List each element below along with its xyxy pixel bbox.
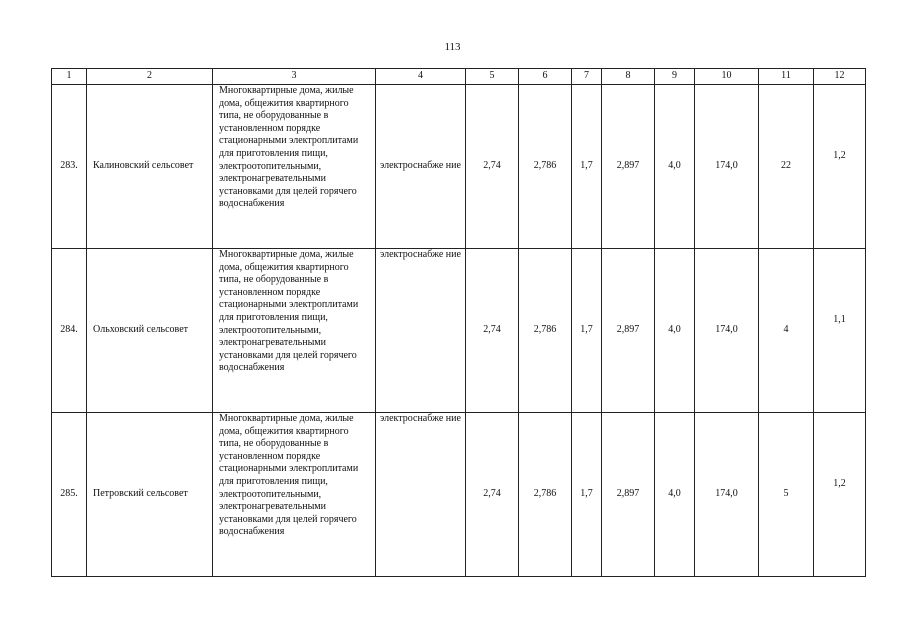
header-cell: 2 (87, 69, 213, 85)
header-cell: 8 (602, 69, 655, 85)
header-row (52, 69, 866, 85)
header-cell: 7 (572, 69, 602, 85)
data-table (51, 68, 866, 577)
value-col-6: 2,786 (519, 249, 572, 413)
value-col-7: 1,7 (572, 85, 602, 249)
value-col-8: 2,897 (602, 85, 655, 249)
value-col-12-text: 1,2 (833, 478, 846, 490)
service-type: электроснабже ние (376, 249, 466, 413)
row-number: 285. (52, 413, 87, 577)
housing-description: Многоквартирные дома, жилые дома, общежития квартирного типа, не оборудованные в установленном порядке стационарными электроплитами для приготовления пищи, электроотопительными, электронагревательными установками для целей горячего водоснабжения (213, 249, 376, 413)
value-col-6: 2,786 (519, 85, 572, 249)
housing-description: Многоквартирные дома, жилые дома, общежития квартирного типа, не оборудованные в установленном порядке стационарными электроплитами для приготовления пищи, электроотопительными, электронагревательными установками для целей горячего водоснабжения (213, 85, 376, 249)
value-col-10: 174,0 (695, 85, 759, 249)
value-col-7: 1,7 (572, 249, 602, 413)
value-col-12 (814, 85, 866, 249)
header-cell: 6 (519, 69, 572, 85)
value-col-9: 4,0 (655, 413, 695, 577)
service-type: электроснабже ние (376, 413, 466, 577)
value-col-12-text: 1,2 (833, 150, 846, 162)
row-number: 284. (52, 249, 87, 413)
table-row (52, 85, 866, 249)
value-col-11: 5 (759, 413, 814, 577)
value-col-8: 2,897 (602, 413, 655, 577)
value-col-12 (814, 249, 866, 413)
page-number: 113 (444, 41, 461, 53)
value-col-11: 4 (759, 249, 814, 413)
header-cell: 10 (695, 69, 759, 85)
value-col-10: 174,0 (695, 249, 759, 413)
value-col-9: 4,0 (655, 85, 695, 249)
header-cell: 3 (213, 69, 376, 85)
settlement-name: Ольховский сельсовет (87, 249, 213, 413)
table-row (52, 413, 866, 577)
header-cell: 5 (466, 69, 519, 85)
value-col-5: 2,74 (466, 249, 519, 413)
value-col-6: 2,786 (519, 413, 572, 577)
value-col-10: 174,0 (695, 413, 759, 577)
value-col-9: 4,0 (655, 249, 695, 413)
table-row (52, 249, 866, 413)
header-cell: 11 (759, 69, 814, 85)
row-number: 283. (52, 85, 87, 249)
header-cell: 9 (655, 69, 695, 85)
value-col-5: 2,74 (466, 85, 519, 249)
housing-description: Многоквартирные дома, жилые дома, общежития квартирного типа, не оборудованные в установленном порядке стационарными электроплитами для приготовления пищи, электроотопительными, электронагревательными установками для целей горячего водоснабжения (213, 413, 376, 577)
value-col-5: 2,74 (466, 413, 519, 577)
value-col-12-text: 1,1 (833, 314, 846, 326)
value-col-12 (814, 413, 866, 577)
value-col-7: 1,7 (572, 413, 602, 577)
header-cell: 12 (814, 69, 866, 85)
header-cell: 1 (52, 69, 87, 85)
service-type: электроснабже ние (376, 85, 466, 249)
header-cell: 4 (376, 69, 466, 85)
value-col-8: 2,897 (602, 249, 655, 413)
settlement-name: Петровский сельсовет (87, 413, 213, 577)
settlement-name: Калиновский сельсовет (87, 85, 213, 249)
value-col-11: 22 (759, 85, 814, 249)
